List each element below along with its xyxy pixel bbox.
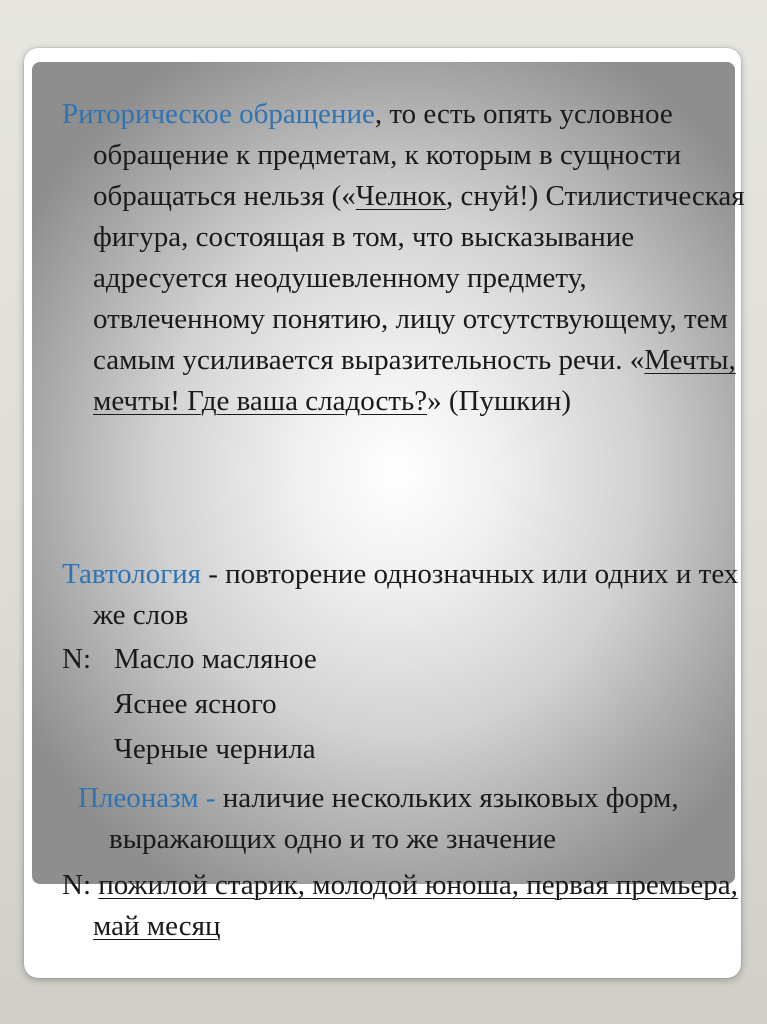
pleonasm-paragraph — [78, 778, 748, 860]
tautology-example-2: Яснее ясного — [114, 688, 277, 720]
tautology-definition: - повторение однозначных или одних и тех же слов — [93, 558, 739, 631]
rhetorical-text-2: , снуй!) Стилистическая фигура, состоящая в том, что высказывание адресуется неодушевленному предмету, отвлеченному понятию, лицу отсутствующему, тем самым усиливается выразительность речи. « — [93, 180, 745, 376]
pleonasm-example-prefix: N: — [62, 869, 91, 901]
tautology-example-prefix: N: — [62, 643, 91, 675]
pleonasm-definition: наличие нескольких языковых форм, выражающих одно и то же значение — [109, 782, 679, 855]
pleonasm-example — [62, 865, 748, 947]
tautology-paragraph — [62, 554, 748, 636]
chelnok-word: Челнок — [355, 180, 447, 212]
pleonasm-example-text: пожилой старик, молодой юноша, первая премьера, май месяц — [93, 869, 738, 942]
tautology-example-text: Масло масляное — [114, 643, 317, 675]
rhetorical-appeal-paragraph — [62, 94, 748, 422]
tautology-term: Тавтология — [62, 558, 201, 590]
pushkin-quote: Мечты, мечты! Где ваша сладость? — [93, 344, 736, 417]
rhetorical-appeal-term: Риторическое обращение — [62, 98, 375, 130]
tautology-example-3: Черные чернила — [114, 733, 316, 765]
rhetorical-text-1: , то есть опять условное обращение к предметам, к которым в сущности обращаться нельзя (« — [93, 98, 682, 212]
tautology-example-1 — [62, 639, 317, 680]
pleonasm-term: Плеоназм - — [78, 782, 216, 814]
rhetorical-text-3: » (Пушкин) — [427, 385, 572, 417]
